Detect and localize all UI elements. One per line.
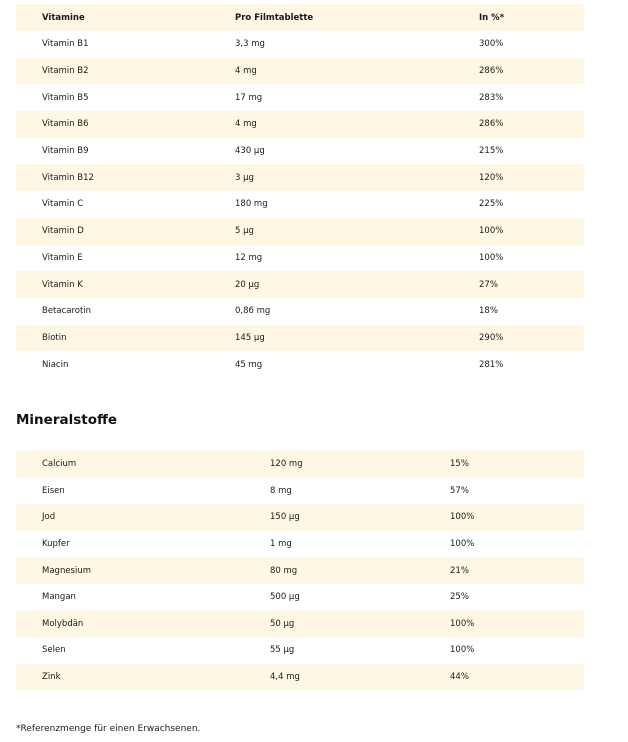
nutrient-amount: 150 µg bbox=[270, 512, 300, 523]
nutrient-name: Betacarotin bbox=[42, 306, 92, 317]
table-row bbox=[16, 58, 584, 85]
nutrient-name: Molybdän bbox=[42, 618, 84, 629]
table-row bbox=[16, 164, 584, 191]
nutrient-amount: 145 µg bbox=[235, 332, 265, 343]
nutrient-name: Vitamin B5 bbox=[42, 92, 89, 103]
nutrient-amount: 50 µg bbox=[270, 618, 295, 629]
nutrient-name: Calcium bbox=[42, 459, 77, 470]
table-row bbox=[16, 138, 584, 165]
nutrient-name: Mangan bbox=[42, 592, 76, 603]
nutrient-name: Vitamin K bbox=[42, 279, 83, 290]
nutrient-amount: 180 mg bbox=[235, 199, 268, 210]
mineral-table bbox=[16, 451, 584, 690]
nutrient-percent: 100% bbox=[479, 252, 504, 263]
nutrient-percent: 18% bbox=[479, 306, 498, 317]
table-row bbox=[16, 557, 584, 584]
nutrient-name: Vitamin E bbox=[42, 252, 83, 263]
nutrient-name: Vitamin B2 bbox=[42, 66, 89, 77]
nutrient-name: Vitamin B1 bbox=[42, 39, 89, 50]
table-row bbox=[16, 504, 584, 531]
table-row bbox=[16, 664, 584, 691]
nutrient-amount: 20 µg bbox=[235, 279, 260, 290]
nutrient-amount: 0,86 mg bbox=[235, 306, 271, 317]
table-row bbox=[16, 531, 584, 558]
nutrient-name: Niacin bbox=[42, 359, 69, 370]
nutrient-amount: 17 mg bbox=[235, 92, 263, 103]
nutrient-amount: 4,4 mg bbox=[270, 672, 300, 683]
footnote: *Referenzmenge für einen Erwachsenen. bbox=[16, 724, 201, 734]
table-row bbox=[16, 584, 584, 611]
header-percent: In %* bbox=[479, 12, 505, 23]
table-row bbox=[16, 298, 584, 325]
nutrient-percent: 15% bbox=[450, 459, 469, 470]
nutrient-name: Magnesium bbox=[42, 565, 92, 576]
nutrient-amount: 3 µg bbox=[235, 172, 254, 183]
nutrient-amount: 1 mg bbox=[270, 539, 292, 550]
nutrient-percent: 283% bbox=[479, 92, 504, 103]
nutrient-name: Eisen bbox=[42, 485, 65, 496]
nutrient-name: Kupfer bbox=[42, 539, 70, 550]
nutrient-percent: 100% bbox=[450, 539, 475, 550]
table-row bbox=[16, 191, 584, 218]
table-row bbox=[16, 111, 584, 138]
nutrient-amount: 430 µg bbox=[235, 146, 265, 157]
table-row bbox=[16, 451, 584, 478]
nutrient-amount: 55 µg bbox=[270, 645, 295, 656]
table-row bbox=[16, 271, 584, 298]
nutrient-name: Vitamin B12 bbox=[42, 172, 94, 183]
vitamin-table-header bbox=[16, 4, 584, 31]
section-title-mineralstoffe: Mineralstoffe bbox=[16, 412, 118, 428]
nutrient-amount: 4 mg bbox=[235, 119, 257, 130]
nutrient-name: Vitamin D bbox=[42, 226, 84, 237]
nutrient-name: Vitamin B6 bbox=[42, 119, 89, 130]
nutrient-amount: 45 mg bbox=[235, 359, 263, 370]
nutrient-percent: 27% bbox=[479, 279, 498, 290]
vitamin-table bbox=[16, 4, 584, 378]
table-row bbox=[16, 611, 584, 638]
nutrient-percent: 100% bbox=[450, 512, 475, 523]
nutrient-percent: 300% bbox=[479, 39, 504, 50]
nutrient-amount: 3,3 mg bbox=[235, 39, 265, 50]
nutrient-percent: 120% bbox=[479, 172, 504, 183]
table-row bbox=[16, 325, 584, 352]
nutrient-name: Vitamin B9 bbox=[42, 146, 89, 157]
nutrient-amount: 4 mg bbox=[235, 66, 257, 77]
table-row bbox=[16, 637, 584, 664]
header-vitamine: Vitamine bbox=[42, 12, 85, 23]
nutrient-amount: 8 mg bbox=[270, 485, 292, 496]
nutrient-amount: 12 mg bbox=[235, 252, 263, 263]
nutrient-amount: 5 µg bbox=[235, 226, 254, 237]
table-row bbox=[16, 478, 584, 505]
nutrient-name: Vitamin C bbox=[42, 199, 84, 210]
nutrient-amount: 120 mg bbox=[270, 459, 303, 470]
nutrient-name: Selen bbox=[42, 645, 66, 656]
nutrient-percent: 57% bbox=[450, 485, 469, 496]
nutrient-percent: 25% bbox=[450, 592, 469, 603]
nutrient-percent: 281% bbox=[479, 359, 504, 370]
header-amount: Pro Filmtablette bbox=[235, 12, 314, 23]
nutrient-percent: 286% bbox=[479, 66, 504, 77]
nutrient-name: Biotin bbox=[42, 332, 67, 343]
nutrient-percent: 100% bbox=[450, 618, 475, 629]
nutrient-percent: 100% bbox=[479, 226, 504, 237]
nutrient-percent: 44% bbox=[450, 672, 469, 683]
nutrient-name: Zink bbox=[42, 672, 61, 683]
nutrient-name: Jod bbox=[42, 512, 56, 523]
table-row bbox=[16, 218, 584, 245]
table-row bbox=[16, 245, 584, 272]
nutrient-percent: 225% bbox=[479, 199, 504, 210]
nutrient-percent: 100% bbox=[450, 645, 475, 656]
nutrient-percent: 290% bbox=[479, 332, 504, 343]
table-row bbox=[16, 31, 584, 58]
table-row bbox=[16, 84, 584, 111]
nutrient-percent: 21% bbox=[450, 565, 469, 576]
nutrient-amount: 500 µg bbox=[270, 592, 300, 603]
table-row bbox=[16, 351, 584, 378]
nutrient-percent: 215% bbox=[479, 146, 504, 157]
nutrient-amount: 80 mg bbox=[270, 565, 298, 576]
nutrient-percent: 286% bbox=[479, 119, 504, 130]
